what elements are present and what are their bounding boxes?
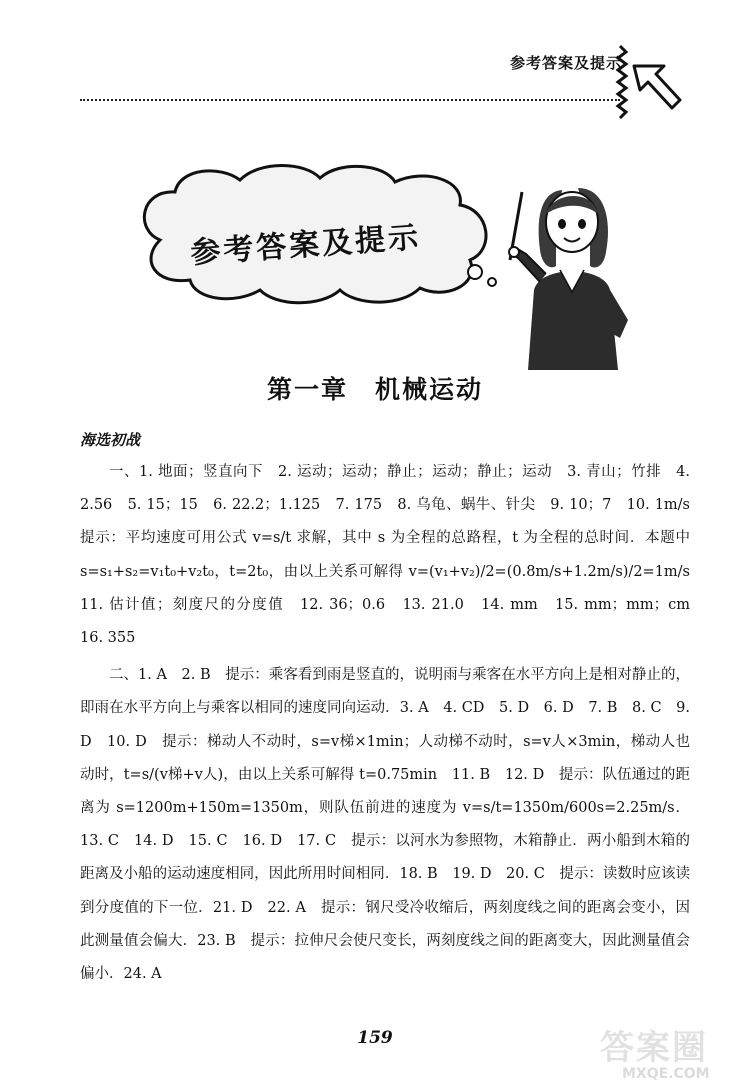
arrow-icon — [612, 42, 682, 122]
page-number: 159 — [357, 1028, 393, 1048]
watermark-logo: 答案圈 — [600, 1028, 708, 1068]
teacher-illustration — [500, 170, 640, 370]
answer-content — [80, 430, 705, 991]
answer-paragraph-1: 一、1. 地面；竖直向下 2. 运动；运动；静止；运动；静止；运动 3. 青山；竹排 4. 2.56 5. 15；15 6. 22.2；1.125 7. 175 8. 乌龟、蜗牛、针尖 9. 10；7 10. 1m/s 提示：平均速度可用公式 v=s/t 求解，其中 s 为全程的总路程，t 为全程的总时间．本题中 s=s₁+s₂=v₁t₀+v₂t₀，t=2t₀，由以上关系可解得 v=(v₁+v₂)/2=(0.8m/s+1.2m/s)/2=1m/s 11. 估计值；刻度尺的分度值 12. 36；0.6 13. 21.0 14. mm 15. mm；mm；cm 16. 355 — [80, 464, 705, 647]
watermark-url: MXQE.COM — [622, 1066, 710, 1082]
chapter-title: 第一章 机械运动 — [266, 375, 483, 404]
running-header: 参考答案及提示 — [509, 54, 622, 72]
watermark — [600, 1020, 745, 1088]
banner-title: 参考答案及提示 — [189, 219, 423, 272]
section-label: 海选初战 — [80, 431, 141, 449]
header-dotted-rule — [80, 99, 620, 101]
answer-paragraph-2: 二、1. A 2. B 提示：乘客看到雨是竖直的，说明雨与乘客在水平方向上是相对静止的，即雨在水平方向上与乘客以相同的速度同向运动．3. A 4. CD 5. D 6. D 7. B 8. C 9. D 10. D 提示：梯动人不动时，s=v梯×1min；人动梯不动时，s=v人×3min，梯动人也动时，t=s/(v梯+v人)，由以上关系可解得 t=0.75min 11. B 12. D 提示：队伍通过的距离为 s=1200m+150m=1350m，则队伍前进的速度为 v=s/t=1350m/600s=2.25m/s．13. C 14. D 15. C 16. D 17. C 提示：以河水为参照物，木箱静止．两小船到木箱的距离及小船的运动速度相同，因此所用时间相同．18. B 19. D 20. C 提示：读数时应该读到分度值的下一位．21. D 22. A 提示：钢尺受冷收缩后，两刻度线之间的距离会变小，因此测量值会偏大．23. B 提示：拉伸尺会使尺变长，两刻度线之间的距离变大，因此测量值会偏小．24. A — [80, 667, 690, 983]
